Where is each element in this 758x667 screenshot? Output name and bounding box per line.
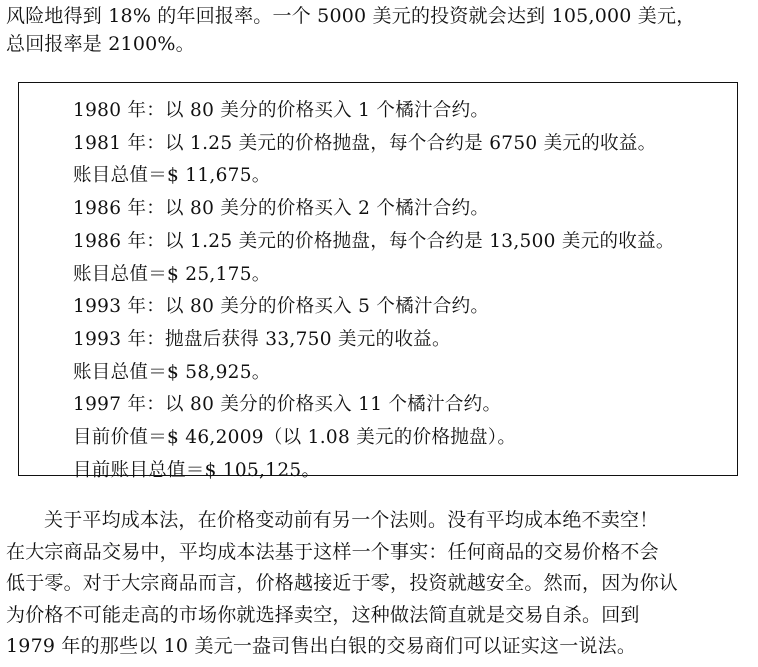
box-line: 1981 年：以 1.25 美元的价格抛盘，每个合约是 6750 美元的收益。 (73, 132, 657, 154)
box-line: 1986 年：以 80 美分的价格买入 2 个橘汁合约。 (73, 198, 490, 220)
box-line: 1997 年：以 80 美分的价格买入 11 个橘汁合约。 (73, 394, 502, 416)
text-line: 在大宗商品交易中，平均成本法基于这样一个事实：任何商品的交易价格不会 (6, 540, 659, 563)
intro-paragraph (6, 2, 754, 58)
text-line: 风险地得到 18% 的年回报率。一个 5000 美元的投资就会达到 105,000 美元， (6, 5, 696, 27)
box-line: 账目总值＝$ 25,175。 (73, 263, 271, 285)
box-line: 1986 年：以 1.25 美元的价格抛盘，每个合约是 13,500 美元的收益。 (73, 230, 675, 252)
box-line: 账目总值＝$ 58,925。 (73, 361, 271, 383)
text-line: 低于零。对于大宗商品而言，价格越接近于零，投资就越安全。然而，因为你认 (6, 572, 679, 594)
box-line: 目前账目总值＝$ 105,125。 (73, 459, 321, 481)
text-line: 为价格不可能走高的市场你就选择卖空，这种做法简直就是交易自杀。回到 (6, 603, 640, 626)
body-paragraph (6, 505, 756, 663)
example-box-content (73, 95, 675, 487)
box-line: 1980 年：以 80 美分的价格买入 1 个橘汁合约。 (73, 100, 490, 121)
text-line: 1979 年的那些以 10 美元一盎司售出白银的交易商们可以证实这一说法。 (6, 635, 637, 657)
text-line: 关于平均成本法，在价格变动前有另一个法则。没有平均成本绝不卖空！ (44, 509, 659, 531)
box-line: 目前价值＝$ 46,2009（以 1.08 美元的价格抛盘）。 (73, 427, 517, 449)
box-line: 1993 年：抛盘后获得 33,750 美元的收益。 (73, 328, 451, 350)
example-box (18, 82, 738, 481)
box-line: 账目总值＝$ 11,675。 (73, 165, 271, 187)
box-line: 1993 年：以 80 美分的价格买入 5 个橘汁合约。 (73, 296, 490, 318)
text-line: 总回报率是 2100%。 (6, 33, 195, 55)
